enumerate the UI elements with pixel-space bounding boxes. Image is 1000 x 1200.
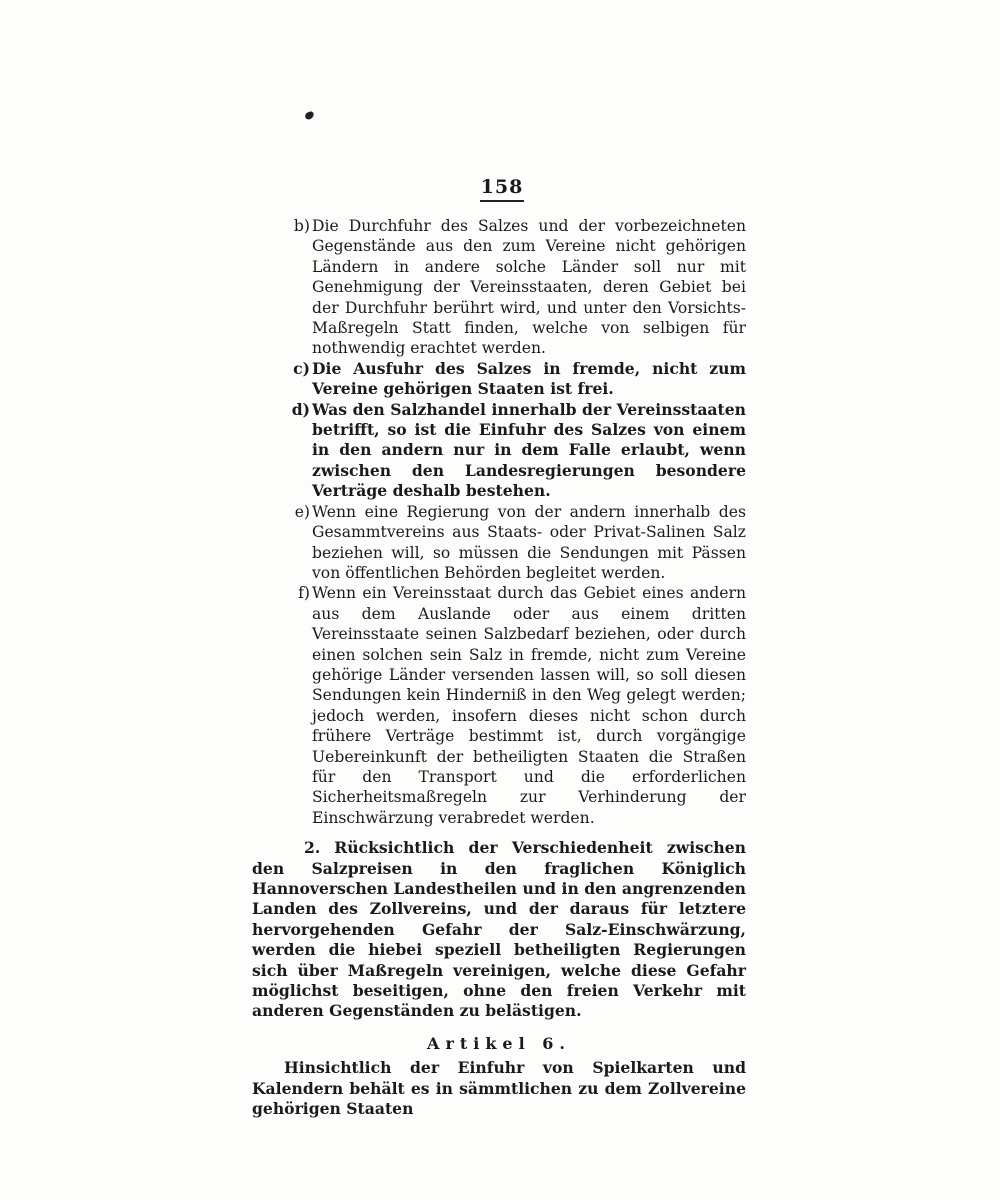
list-item-c xyxy=(252,359,746,400)
article-heading: Artikel 6. xyxy=(427,1033,571,1053)
list-item-text: Wenn eine Regierung von der andern innerhalb des Gesammtvereins aus Staats- oder Privat-Salinen Salz beziehen will, so müssen die Sendungen mit Pässen von öffentlichen Behörden begleitet werden. xyxy=(312,502,746,582)
page-text-body xyxy=(252,216,746,1119)
list-item-text: Die Ausfuhr des Salzes in fremde, nicht zum Vereine gehörigen Staaten ist frei. xyxy=(312,358,746,399)
list-item-d xyxy=(252,400,746,502)
page-number: 158 xyxy=(480,176,524,202)
list-item-marker: e) xyxy=(294,502,310,521)
paragraph-2 xyxy=(252,838,746,1022)
ink-spot-mark xyxy=(304,110,315,120)
list-item-b xyxy=(252,216,746,359)
list-item-text: Was den Salzhandel innerhalb der Vereinsstaaten betrifft, so ist die Einfuhr des Salzes von einem in den andern nur in dem Falle erlaubt, wenn zwischen den Landesregierungen besondere Verträge deshalb bestehen. xyxy=(312,399,746,501)
article-text: Hinsichtlich der Einfuhr von Spielkarten und Kalendern behält es in sämmtlichen zu dem Zollvereine gehörigen Staaten xyxy=(252,1058,746,1119)
list-item-marker: c) xyxy=(293,358,310,378)
paragraph-number: 2. xyxy=(304,838,321,858)
list-item-marker: f) xyxy=(298,584,310,603)
list-item-text: Die Durchfuhr des Salzes und der vorbezeichneten Gegenstände aus den zum Vereine nicht gehörigen Ländern in andere solche Länder soll nur mit Genehmigung der Vereinsstaaten, deren Gebiet bei der Durchfuhr berührt wird, und unter den Vorsichts-Maßregeln Statt finden, welche von selbigen für nothwendig erachtet werden. xyxy=(312,217,746,358)
paragraph-text: Rücksichtlich der Verschiedenheit zwischen den Salzpreisen in den fraglichen Königlich Hannoverschen Landestheilen und in den angrenzenden Landen des Zollvereins, und der daraus für letztere hervorgehenden Gefahr der Salz-Einschwärzung, werden die hiebei speziell betheiligten Regierungen sich über Maßregeln vereinigen, welche diese Gefahr möglichst beseitigen, ohne den freien Verkehr mit anderen Gegenständen zu belästigen. xyxy=(252,838,746,1021)
list-item-e xyxy=(252,502,746,584)
list-item-text: Wenn ein Vereinsstaat durch das Gebiet eines andern aus dem Auslande oder aus einem dritten Vereinsstaate seinen Salzbedarf beziehen, oder durch einen solchen sein Salz in fremde, nicht zum Vereine gehörige Länder versenden lassen will, so soll diesen Sendungen kein Hinderniß in den Weg gelegt werden; jedoch werden, insofern dieses nicht schon durch frühere Verträge bestimmt ist, durch vorgängige Uebereinkunft der betheiligten Staaten die Straßen für den Transport und die erforderlichen Sicherheitsmaßregeln zur Verhinderung der Einschwärzung verabredet werden. xyxy=(312,584,746,827)
list-item-f xyxy=(252,583,746,828)
list-item-marker: b) xyxy=(293,217,310,235)
list-item-marker: d) xyxy=(291,399,310,419)
